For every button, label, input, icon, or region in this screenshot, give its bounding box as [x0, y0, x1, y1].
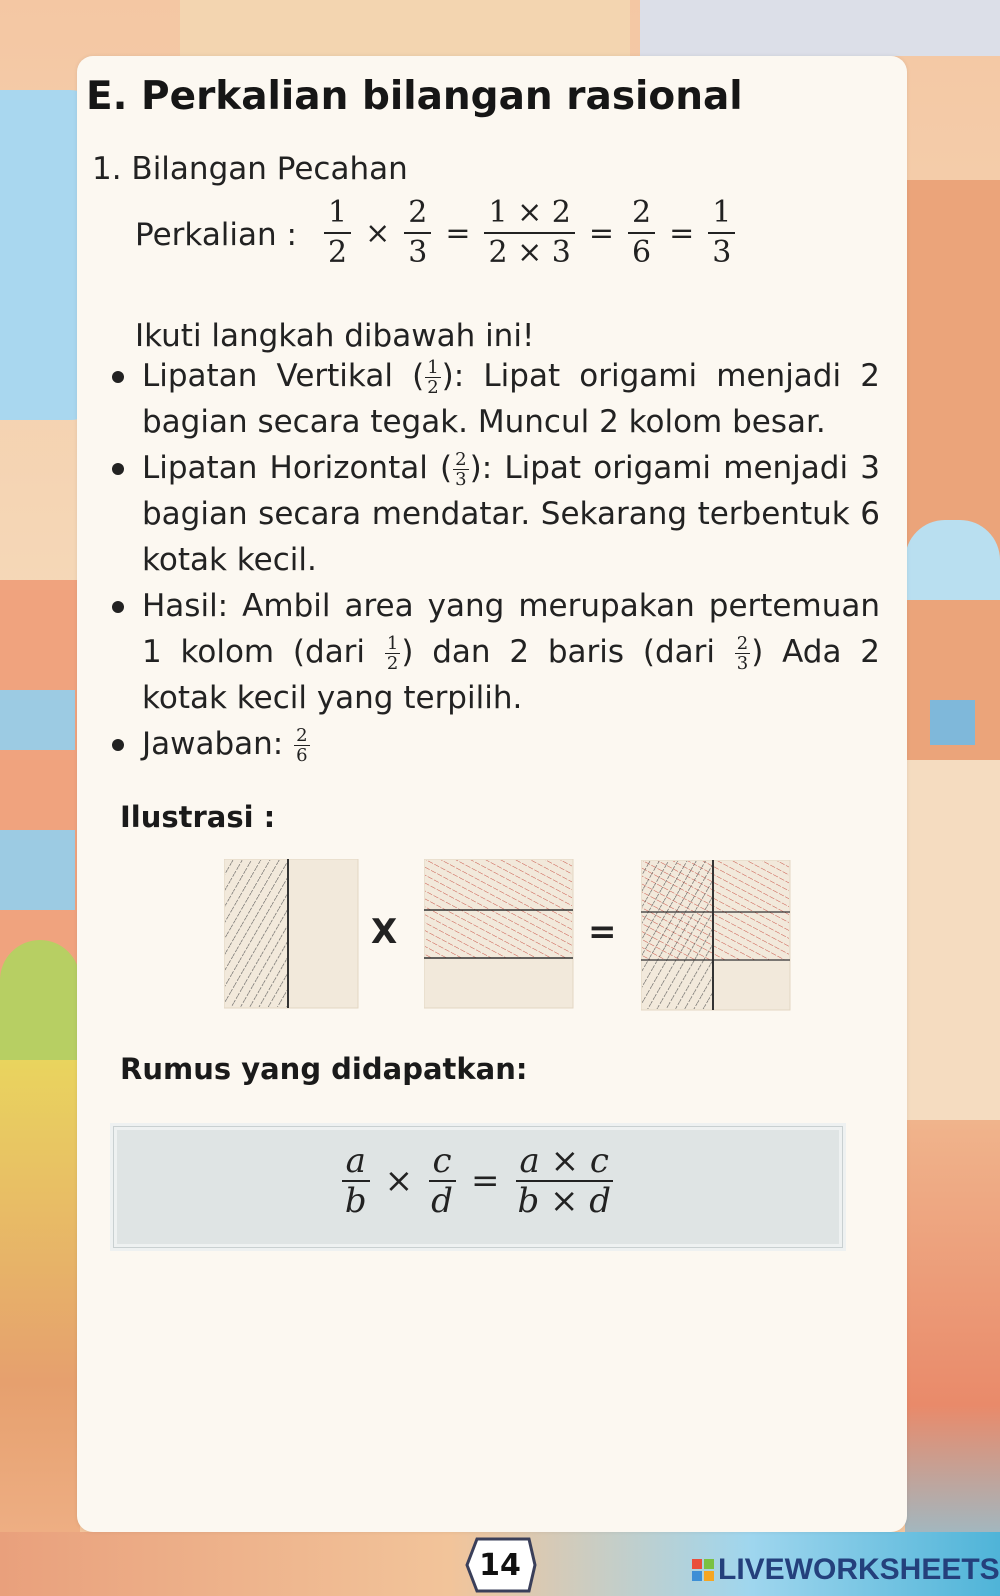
page-number: 14 [479, 1548, 521, 1583]
page-number-badge [463, 1537, 537, 1593]
liveworksheets-logo-icon [692, 1559, 714, 1581]
result-tile [641, 860, 791, 1012]
equals-sign: = [445, 215, 471, 251]
multiplication-label: Perkalian : [135, 217, 297, 253]
fraction-product: $\frac{1 \times 2}{2 \times 3}$ [484, 194, 574, 272]
fraction-two-thirds: $\frac{2}{3}$ [404, 194, 431, 272]
equals-sign: = [470, 1161, 500, 1201]
formula-box [110, 1123, 846, 1251]
liveworksheets-brand[interactable] [692, 1553, 1000, 1587]
fraction-two-sixths: $\frac{2}{6}$ [628, 194, 655, 272]
equals-sign: = [588, 215, 614, 251]
section-heading: 1. Bilangan Pecahan [92, 151, 408, 187]
list-item: Hasil: Ambil area yang merupakan pertemuan 1 kolom (dari $\frac{1}{2}$ ) dan 2 baris (dari $\frac{2}{3}$ ) Ada 2 kotak kecil yang terpilih. [110, 583, 880, 721]
equals-sign: = [669, 215, 695, 251]
inline-fraction: $\frac{2}{3}$ [455, 449, 467, 490]
formula-heading: Rumus yang didapatkan: [120, 1052, 528, 1086]
illustration-equals: = [588, 912, 617, 952]
list-item: Jawaban: $\frac{2}{6}$ [110, 721, 880, 767]
example-equation [318, 194, 741, 272]
horizontal-fold-tile [424, 859, 574, 1009]
list-item: Lipatan Vertikal ( $\frac{1}{2}$ ): Lipat origami menjadi 2 bagian secara tegak. Muncul 2 kolom besar. [110, 353, 880, 445]
illustration-times: X [371, 912, 398, 952]
brand-name: LIVEWORKSHEETS [718, 1553, 1000, 1586]
fraction-a-over-b: $\frac{a}{b}$ [341, 1142, 371, 1220]
times-sign: × [365, 215, 391, 251]
illustration-heading: Ilustrasi : [120, 800, 276, 834]
list-item: Lipatan Horizontal ( $\frac{2}{3}$ ): Lipat origami menjadi 3 bagian secara mendatar. Sekarang terbentuk 6 kotak kecil. [110, 445, 880, 583]
inline-fraction: $\frac{1}{2}$ [386, 633, 399, 674]
inline-fraction: $\frac{2}{6}$ [296, 725, 308, 766]
inline-fraction: $\frac{1}{2}$ [427, 357, 439, 398]
fraction-product-general: $\frac{a \times c}{b \times d}$ [517, 1141, 612, 1221]
times-sign: × [384, 1161, 414, 1201]
fraction-c-over-d: $\frac{c}{d}$ [427, 1142, 457, 1220]
general-formula [117, 1142, 839, 1220]
fraction-one-half: $\frac{1}{2}$ [324, 194, 351, 272]
vertical-fold-tile [224, 859, 359, 1009]
page-title: E. Perkalian bilangan rasional [86, 74, 743, 119]
inline-fraction: $\frac{2}{3}$ [736, 633, 749, 674]
instruction-list [110, 353, 880, 767]
instructions-intro: Ikuti langkah dibawah ini! [135, 318, 535, 354]
fraction-one-third: $\frac{1}{3}$ [708, 194, 735, 272]
